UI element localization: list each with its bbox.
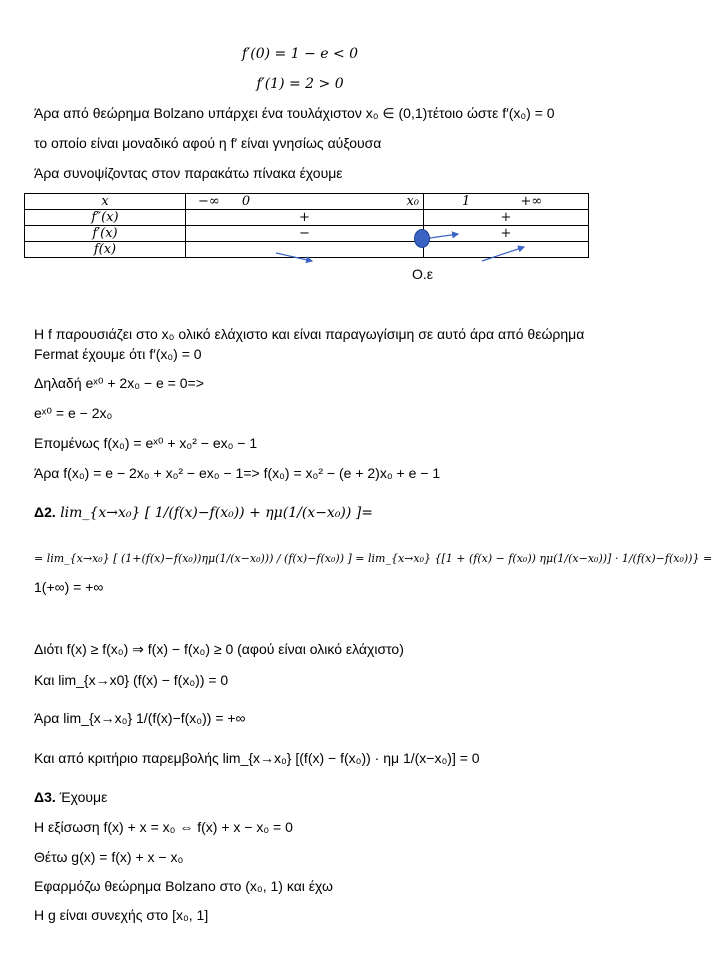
one: 1 [462, 194, 471, 209]
arrow-increasing-fprime-icon [430, 234, 458, 238]
reason-2: Και lim_{x→x0} (f(x) − f(x₀)) = 0 [34, 672, 229, 688]
row-label: f′(x) [25, 226, 186, 242]
row-label: f(x) [25, 242, 186, 258]
row-right: + [424, 210, 589, 226]
plus-inf: +∞ [520, 194, 543, 209]
row-right: + [424, 226, 589, 242]
table-header-label: x [25, 194, 186, 210]
arrows-layer [0, 0, 600, 280]
arrow-decreasing-icon [276, 253, 312, 261]
minimum-label: Ο.ε [412, 266, 434, 282]
d2-label: Δ2. [34, 504, 56, 520]
para-4: eˣ⁰ = e − 2x₀ [34, 405, 113, 421]
minus-inf: −∞ [198, 194, 220, 209]
d3-line1: Η εξίσωση f(x) + x = x₀ ⇔ f(x) + x − x₀ = 0 [34, 819, 293, 835]
para-2: Fermat έχουμε ότι f′(x₀) = 0 [34, 346, 202, 362]
reason-4: Και από κριτήριο παρεμβολής lim_{x→x₀} [(f(x) − f(x₀)) · ημ 1/(x−x₀)] = 0 [34, 750, 480, 766]
d3-line3: Εφαρμόζω θεώρημα Bolzano στο (x₀, 1) και έχω [34, 878, 333, 894]
d2-line2: = lim_{x→x₀} [ (1+(f(x)−f(x₀))ημ(1/(x−x₀))) / (f(x)−f(x₀)) ] = lim_{x→x₀} {[1 + (f(x) − f(x₀)) ημ(1/(x−x₀))] · 1/(f(x)−f(x₀))} = [34, 552, 712, 565]
row-label: f″(x) [25, 210, 186, 226]
reason-3: Άρα lim_{x→x₀} 1/(f(x)−f(x₀)) = +∞ [34, 710, 246, 726]
d2-expr1: lim_{x→x₀} [ 1/(f(x)−f(x₀)) + ημ(1/(x−x₀)) ]= [55, 505, 373, 521]
zero: 0 [241, 194, 251, 209]
d3-line2: Θέτω g(x) = f(x) + x − x₀ [34, 849, 184, 865]
arrow-increasing-icon [482, 247, 524, 261]
x0: x₀ [406, 194, 419, 209]
d3-line4: Η g είναι συνεχής στο [x₀, 1] [34, 907, 209, 923]
d2-line1 [34, 503, 373, 522]
para-3: Δηλαδή eˣ⁰ + 2x₀ − e = 0=> [34, 375, 204, 391]
line-f1: f′(1) = 2 > 0 [256, 76, 344, 92]
reason-1: Διότι f(x) ≥ f(x₀) ⇒ f(x) − f(x₀) ≥ 0 (αφού είναι ολικό ελάχιστο) [34, 641, 404, 657]
row-left: − [186, 226, 424, 242]
d3-label: Δ3. [34, 789, 56, 805]
d3-heading [34, 788, 107, 806]
line-unique: το οποίο είναι μοναδικό αφού η f′ είναι γνησίως αύξουσα [34, 135, 382, 151]
line-summary: Άρα συνοψίζοντας στον παρακάτω πίνακα έχουμε [34, 165, 343, 181]
line-f0: f′(0) = 1 − e < 0 [241, 46, 359, 62]
d3-intro: Έχουμε [55, 789, 108, 805]
row-left: + [186, 210, 424, 226]
line-bolzano: Άρα από θεώρημα Bolzano υπάρχει ένα τουλάχιστον x₀ ∈ (0,1)τέτοιο ώστε f′(x₀) = 0 [34, 105, 555, 121]
para-6: Άρα f(x₀) = e − 2x₀ + x₀² − ex₀ − 1=> f(x₀) = x₀² − (e + 2)x₀ + e − 1 [34, 465, 441, 481]
para-1: H f παρουσιάζει στο x₀ ολικό ελάχιστο και είναι παραγωγίσιμη σε αυτό άρα από θεώρημα [34, 326, 585, 342]
d2-line3: 1(+∞) = +∞ [34, 579, 104, 595]
para-5: Επομένως f(x₀) = eˣ⁰ + x₀² − ex₀ − 1 [34, 435, 258, 451]
